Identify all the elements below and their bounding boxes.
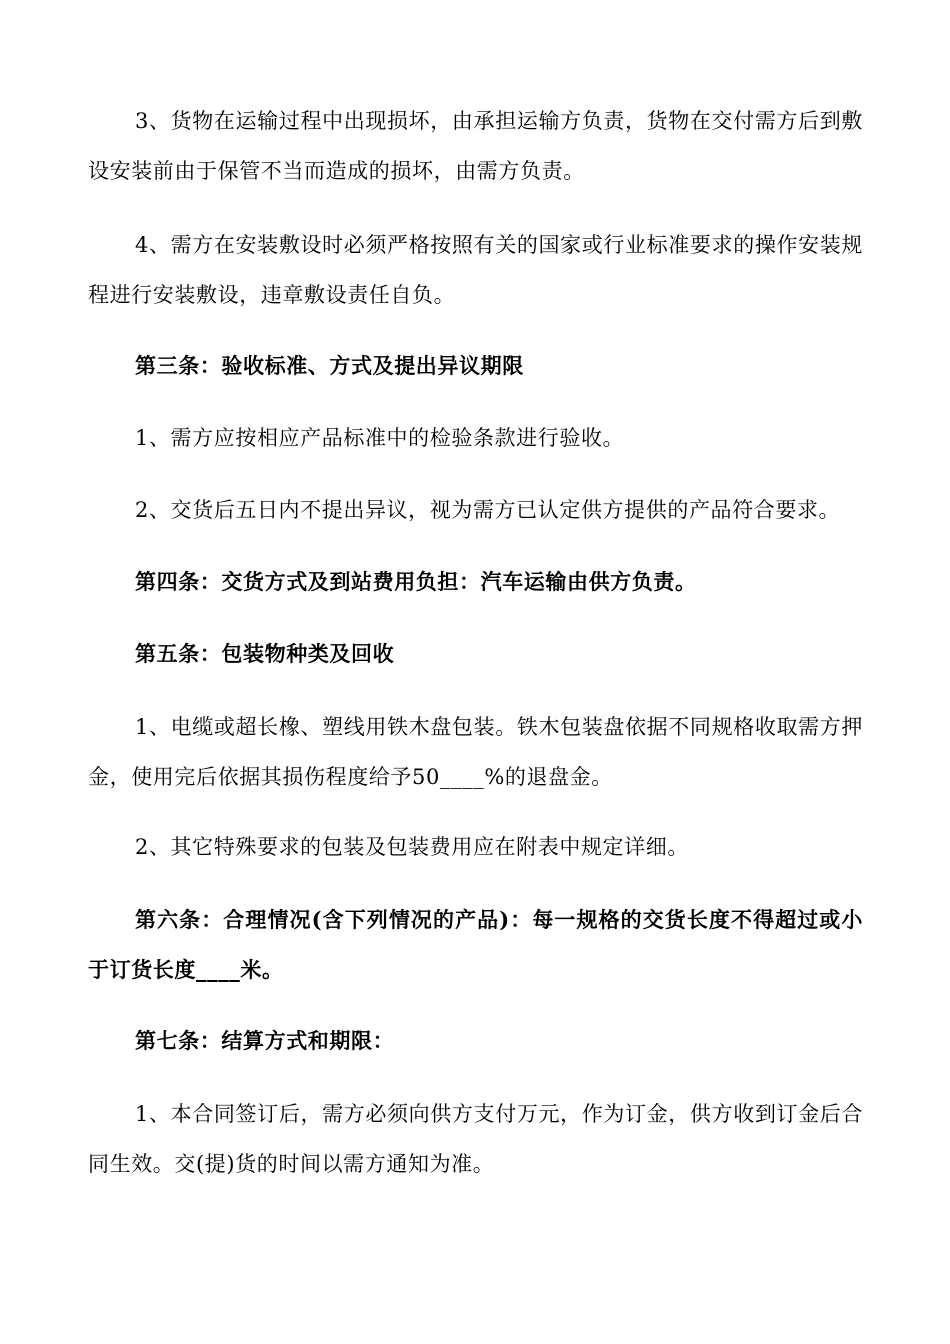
article-5-item-1: 1、电缆或超长橡、塑线用铁木盘包装。铁木包装盘依据不同规格收取需方押金，使用完后依据其损伤程度给予50____%的退盘金。 xyxy=(88,715,863,789)
article-5-item-2: 2、其它特殊要求的包装及包装费用应在附表中规定详细。 xyxy=(135,835,689,859)
article-7-heading: 第七条：结算方式和期限： xyxy=(135,1028,395,1053)
article-3-item-2: 2、交货后五日内不提出异议，视为需方已认定供方提供的产品符合要求。 xyxy=(135,498,841,522)
article-3-item-1: 1、需方应按相应产品标准中的检验条款进行验收。 xyxy=(135,426,625,450)
article-4-heading: 第四条：交货方式及到站费用负担：汽车运输由供方负责。 xyxy=(135,569,697,594)
clause-paragraph-3-damage-responsibility: 3、货物在运输过程中出现损坏，由承担运输方负责，货物在交付需方后到敷设安装前由于保管不当而造成的损坏，由需方负责。 xyxy=(88,109,863,183)
article-3-heading: 第三条：验收标准、方式及提出异议期限 xyxy=(135,353,524,378)
article-5-heading: 第五条：包装物种类及回收 xyxy=(135,641,395,666)
clause-paragraph-4-installation-standards: 4、需方在安装敷设时必须严格按照有关的国家或行业标准要求的操作安装规程进行安装敷设，违章敷设责任自负。 xyxy=(88,233,863,307)
article-6-heading: 第六条：合理情况(含下列情况的产品)：每一规格的交货长度不得超过或小于订货长度____米。 xyxy=(88,907,863,982)
article-7-item-1: 1、本合同签订后，需方必须向供方支付万元，作为订金，供方收到订金后合同生效。交(提)货的时间以需方通知为准。 xyxy=(88,1102,863,1176)
